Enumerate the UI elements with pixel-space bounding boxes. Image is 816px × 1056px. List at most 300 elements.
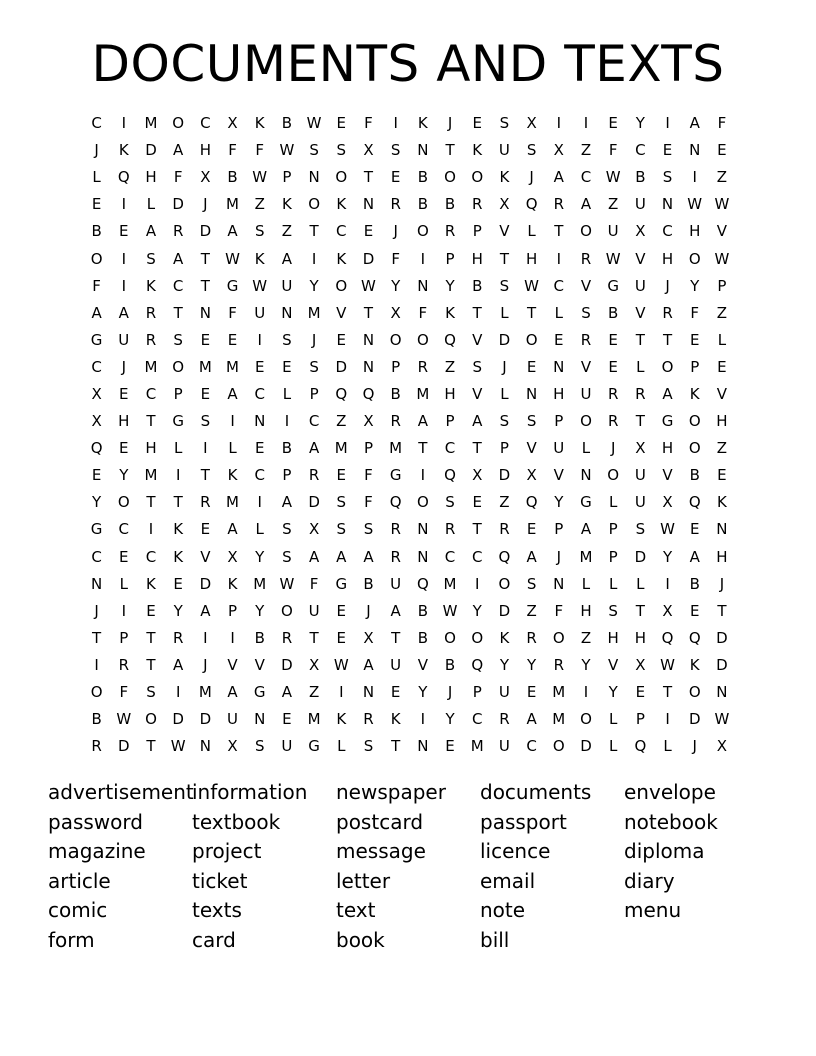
grid-letter[interactable]: E	[554, 330, 564, 349]
grid-letter[interactable]: D	[199, 222, 212, 241]
grid-letter[interactable]: I	[393, 114, 398, 133]
grid-letter[interactable]: W	[605, 168, 621, 187]
grid-letter[interactable]: O	[580, 710, 592, 729]
grid-letter[interactable]: E	[146, 601, 156, 620]
grid-letter[interactable]: C	[471, 547, 483, 566]
grid-letter[interactable]: E	[689, 601, 700, 620]
grid-letter[interactable]: O	[90, 683, 103, 702]
grid-letter[interactable]: E	[336, 466, 347, 485]
grid-letter[interactable]: C	[444, 547, 456, 566]
grid-letter[interactable]: T	[472, 439, 482, 458]
grid-letter[interactable]: W	[714, 249, 730, 268]
grid-letter[interactable]: K	[118, 141, 129, 160]
grid-letter[interactable]: S	[336, 493, 347, 512]
grid-letter[interactable]: T	[635, 412, 645, 431]
grid-letter[interactable]: Q	[525, 195, 538, 214]
grid-letter[interactable]: E	[635, 683, 646, 702]
grid-letter[interactable]: R	[444, 222, 456, 241]
grid-letter[interactable]: L	[119, 574, 128, 593]
grid-letter[interactable]: C	[145, 547, 157, 566]
grid-letter[interactable]: Y	[527, 655, 537, 674]
grid-letter[interactable]: U	[553, 439, 565, 458]
grid-letter[interactable]: E	[608, 114, 618, 133]
grid-letter[interactable]: I	[556, 249, 561, 268]
grid-letter[interactable]: A	[173, 249, 184, 268]
grid-letter[interactable]: N	[281, 303, 293, 322]
grid-letter[interactable]: C	[444, 439, 456, 458]
grid-letter[interactable]: V	[254, 655, 265, 674]
grid-letter[interactable]: Q	[335, 384, 348, 403]
grid-letter[interactable]: L	[581, 439, 591, 458]
grid-letter[interactable]: S	[662, 168, 673, 187]
grid-letter[interactable]: Z	[608, 195, 619, 214]
grid-letter[interactable]: E	[390, 168, 401, 187]
grid-letter[interactable]: H	[689, 222, 701, 241]
grid-letter[interactable]: K	[254, 114, 265, 133]
grid-letter[interactable]: Z	[580, 141, 592, 160]
grid-letter[interactable]: X	[227, 547, 238, 566]
grid-letter[interactable]: I	[556, 114, 561, 133]
grid-letter[interactable]: Q	[362, 384, 375, 403]
grid-letter[interactable]: P	[608, 520, 618, 539]
grid-letter[interactable]: K	[689, 384, 700, 403]
grid-letter[interactable]: T	[391, 737, 401, 756]
grid-letter[interactable]: X	[662, 493, 673, 512]
grid-letter[interactable]: O	[471, 628, 484, 647]
grid-letter[interactable]: N	[716, 520, 728, 539]
grid-letter[interactable]: K	[445, 303, 455, 322]
grid-letter[interactable]: K	[281, 195, 292, 214]
grid-letter[interactable]: U	[634, 276, 646, 295]
grid-letter[interactable]: I	[475, 574, 480, 593]
grid-letter[interactable]: A	[553, 168, 564, 187]
grid-letter[interactable]: O	[688, 249, 701, 268]
grid-letter[interactable]: N	[661, 195, 674, 214]
grid-letter[interactable]: E	[445, 737, 455, 756]
grid-letter[interactable]: I	[665, 114, 670, 133]
grid-letter[interactable]: O	[416, 493, 429, 512]
grid-letter[interactable]: L	[255, 520, 264, 539]
grid-letter[interactable]: B	[635, 168, 646, 187]
grid-letter[interactable]: S	[445, 493, 455, 512]
grid-letter[interactable]: S	[526, 141, 537, 160]
grid-letter[interactable]: E	[173, 574, 183, 593]
grid-letter[interactable]: T	[418, 439, 428, 458]
grid-letter[interactable]: H	[118, 412, 130, 431]
grid-letter[interactable]: I	[121, 249, 126, 268]
grid-letter[interactable]: R	[635, 384, 646, 403]
grid-letter[interactable]: R	[390, 412, 401, 431]
grid-letter[interactable]: O	[580, 222, 592, 241]
grid-letter[interactable]: U	[634, 195, 646, 214]
grid-letter[interactable]: U	[227, 710, 239, 729]
grid-letter[interactable]: M	[253, 574, 267, 593]
grid-letter[interactable]: O	[389, 330, 402, 349]
grid-letter[interactable]: U	[498, 141, 510, 160]
grid-letter[interactable]: K	[336, 249, 347, 268]
grid-letter[interactable]: J	[94, 141, 99, 160]
grid-letter[interactable]: E	[200, 520, 211, 539]
grid-letter[interactable]: D	[634, 547, 647, 566]
grid-letter[interactable]: A	[363, 547, 374, 566]
grid-letter[interactable]: L	[228, 439, 237, 458]
grid-letter[interactable]: I	[420, 249, 426, 268]
grid-letter[interactable]: Y	[635, 114, 645, 133]
grid-letter[interactable]: V	[580, 276, 592, 295]
grid-letter[interactable]: O	[335, 168, 348, 187]
grid-letter[interactable]: O	[525, 330, 538, 349]
grid-letter[interactable]: X	[308, 520, 320, 539]
grid-letter[interactable]: C	[200, 114, 211, 133]
grid-letter[interactable]: V	[336, 303, 347, 322]
grid-letter[interactable]: L	[500, 384, 509, 403]
grid-letter[interactable]: H	[634, 628, 646, 647]
grid-letter[interactable]: S	[499, 276, 510, 295]
grid-letter[interactable]: I	[692, 168, 697, 187]
grid-letter[interactable]: D	[118, 737, 130, 756]
grid-letter[interactable]: E	[717, 357, 727, 376]
grid-letter[interactable]: E	[608, 330, 618, 349]
grid-letter[interactable]: Y	[690, 276, 700, 295]
grid-letter[interactable]: R	[444, 520, 456, 539]
grid-letter[interactable]: Y	[418, 683, 428, 702]
grid-letter[interactable]: S	[581, 303, 591, 322]
grid-letter[interactable]: U	[498, 683, 510, 702]
grid-letter[interactable]: R	[499, 710, 510, 729]
grid-letter[interactable]: E	[662, 141, 673, 160]
grid-letter[interactable]: S	[200, 412, 211, 431]
grid-letter[interactable]: A	[145, 222, 157, 241]
grid-letter[interactable]: F	[364, 466, 373, 485]
grid-letter[interactable]: I	[230, 628, 235, 647]
grid-letter[interactable]: B	[472, 276, 483, 295]
grid-letter[interactable]: T	[527, 303, 537, 322]
grid-letter[interactable]: W	[279, 141, 295, 160]
grid-letter[interactable]: E	[689, 520, 700, 539]
grid-letter[interactable]: P	[309, 384, 319, 403]
grid-letter[interactable]: J	[610, 439, 616, 458]
grid-letter[interactable]: S	[499, 412, 510, 431]
grid-letter[interactable]: S	[254, 737, 265, 756]
grid-letter[interactable]: R	[390, 520, 401, 539]
grid-letter[interactable]: A	[580, 195, 592, 214]
grid-letter[interactable]: N	[553, 574, 565, 593]
grid-letter[interactable]: E	[689, 330, 700, 349]
grid-letter[interactable]: S	[526, 412, 537, 431]
grid-letter[interactable]: Z	[526, 601, 537, 620]
grid-letter[interactable]: T	[717, 601, 727, 620]
grid-letter[interactable]: X	[363, 628, 374, 647]
grid-letter[interactable]: R	[145, 330, 157, 349]
grid-letter[interactable]: Z	[499, 493, 510, 512]
grid-letter[interactable]: S	[472, 357, 482, 376]
grid-letter[interactable]: I	[230, 412, 235, 431]
grid-letter[interactable]: W	[279, 574, 295, 593]
grid-letter[interactable]: Z	[716, 439, 728, 458]
grid-letter[interactable]: R	[417, 357, 429, 376]
grid-letter[interactable]: I	[420, 710, 426, 729]
grid-letter[interactable]: N	[525, 384, 538, 403]
grid-letter[interactable]: Z	[580, 628, 592, 647]
grid-letter[interactable]: L	[282, 384, 292, 403]
grid-letter[interactable]: T	[146, 628, 156, 647]
grid-letter[interactable]: A	[118, 303, 129, 322]
grid-letter[interactable]: A	[308, 439, 320, 458]
grid-letter[interactable]: E	[336, 601, 347, 620]
grid-letter[interactable]: P	[363, 439, 373, 458]
grid-letter[interactable]: X	[662, 601, 673, 620]
grid-letter[interactable]: L	[173, 439, 183, 458]
grid-letter[interactable]: Q	[389, 493, 402, 512]
grid-letter[interactable]: T	[363, 303, 374, 322]
grid-letter[interactable]: B	[417, 195, 428, 214]
grid-letter[interactable]: O	[416, 330, 429, 349]
grid-letter[interactable]: G	[90, 520, 103, 539]
grid-letter[interactable]: J	[393, 222, 398, 241]
grid-letter[interactable]: V	[200, 547, 211, 566]
grid-letter[interactable]: G	[253, 683, 266, 702]
grid-letter[interactable]: T	[173, 303, 183, 322]
grid-letter[interactable]: D	[335, 357, 348, 376]
grid-letter[interactable]: M	[416, 384, 430, 403]
grid-letter[interactable]: J	[311, 330, 317, 349]
grid-letter[interactable]: P	[282, 168, 292, 187]
grid-letter[interactable]: P	[282, 466, 292, 485]
grid-letter[interactable]: N	[362, 330, 375, 349]
grid-letter[interactable]: I	[121, 114, 126, 133]
grid-letter[interactable]: E	[717, 141, 727, 160]
grid-letter[interactable]: O	[580, 412, 592, 431]
grid-letter[interactable]: L	[527, 222, 536, 241]
grid-letter[interactable]: V	[417, 655, 428, 674]
grid-letter[interactable]: T	[173, 493, 183, 512]
grid-letter[interactable]: J	[556, 547, 561, 566]
grid-letter[interactable]: J	[719, 574, 725, 593]
grid-letter[interactable]: E	[200, 330, 211, 349]
grid-letter[interactable]: Z	[444, 357, 456, 376]
grid-letter[interactable]: Y	[391, 276, 401, 295]
grid-letter[interactable]: H	[145, 168, 157, 187]
grid-letter[interactable]: F	[364, 114, 373, 133]
grid-letter[interactable]: I	[121, 276, 126, 295]
grid-letter[interactable]: D	[362, 249, 375, 268]
grid-letter[interactable]: O	[552, 628, 565, 647]
grid-letter[interactable]: W	[333, 655, 349, 674]
grid-letter[interactable]: U	[498, 737, 510, 756]
grid-letter[interactable]: Y	[445, 276, 455, 295]
grid-letter[interactable]: D	[498, 466, 511, 485]
grid-letter[interactable]: Q	[661, 628, 674, 647]
grid-letter[interactable]: B	[444, 195, 456, 214]
grid-letter[interactable]: U	[634, 493, 646, 512]
grid-letter[interactable]: D	[281, 655, 293, 674]
grid-letter[interactable]: T	[635, 601, 645, 620]
grid-letter[interactable]: F	[608, 141, 618, 160]
grid-letter[interactable]: O	[688, 412, 701, 431]
grid-letter[interactable]: C	[118, 520, 130, 539]
grid-letter[interactable]: R	[172, 222, 184, 241]
grid-letter[interactable]: A	[336, 547, 347, 566]
grid-letter[interactable]: N	[417, 737, 429, 756]
grid-letter[interactable]: M	[552, 683, 566, 702]
grid-letter[interactable]: C	[336, 222, 347, 241]
grid-letter[interactable]: P	[445, 249, 455, 268]
grid-letter[interactable]: P	[499, 439, 509, 458]
grid-letter[interactable]: E	[336, 330, 347, 349]
grid-letter[interactable]: O	[335, 276, 348, 295]
grid-letter[interactable]: S	[390, 141, 401, 160]
grid-letter[interactable]: O	[552, 737, 565, 756]
grid-letter[interactable]: A	[526, 547, 537, 566]
grid-letter[interactable]: O	[308, 195, 320, 214]
grid-letter[interactable]: R	[553, 655, 564, 674]
grid-letter[interactable]: W	[252, 168, 268, 187]
grid-letter[interactable]: X	[227, 114, 238, 133]
grid-letter[interactable]: D	[580, 737, 592, 756]
grid-letter[interactable]: E	[526, 683, 537, 702]
grid-letter[interactable]: M	[443, 574, 457, 593]
grid-letter[interactable]: J	[665, 276, 670, 295]
grid-letter[interactable]: M	[307, 710, 321, 729]
grid-letter[interactable]: Y	[608, 683, 618, 702]
grid-letter[interactable]: W	[687, 195, 703, 214]
grid-letter[interactable]: T	[472, 303, 482, 322]
grid-letter[interactable]: G	[90, 330, 103, 349]
grid-letter[interactable]: J	[529, 168, 534, 187]
grid-letter[interactable]: R	[472, 195, 483, 214]
grid-letter[interactable]: A	[227, 222, 238, 241]
grid-letter[interactable]: H	[525, 249, 538, 268]
grid-letter[interactable]: Q	[444, 330, 456, 349]
grid-letter[interactable]: Y	[472, 601, 482, 620]
grid-letter[interactable]: K	[173, 520, 184, 539]
grid-letter[interactable]: L	[608, 493, 618, 512]
grid-letter[interactable]: C	[635, 141, 646, 160]
grid-letter[interactable]: I	[583, 114, 589, 133]
grid-letter[interactable]: K	[716, 493, 727, 512]
grid-letter[interactable]: R	[390, 547, 401, 566]
grid-letter[interactable]: S	[526, 574, 537, 593]
grid-letter[interactable]: C	[172, 276, 184, 295]
grid-letter[interactable]: L	[608, 574, 618, 593]
grid-letter[interactable]: A	[281, 493, 293, 512]
grid-letter[interactable]: O	[607, 466, 620, 485]
grid-letter[interactable]: J	[502, 357, 507, 376]
grid-letter[interactable]: X	[526, 466, 537, 485]
grid-letter[interactable]: J	[447, 114, 453, 133]
grid-letter[interactable]: B	[689, 574, 700, 593]
grid-letter[interactable]: T	[200, 466, 210, 485]
grid-letter[interactable]: O	[90, 249, 103, 268]
grid-letter[interactable]: N	[689, 141, 701, 160]
grid-letter[interactable]: A	[227, 683, 238, 702]
grid-letter[interactable]: O	[498, 574, 511, 593]
grid-letter[interactable]: E	[91, 195, 102, 214]
grid-letter[interactable]: S	[499, 114, 510, 133]
grid-letter[interactable]: D	[716, 628, 728, 647]
grid-letter[interactable]: E	[119, 384, 129, 403]
grid-letter[interactable]: K	[336, 710, 347, 729]
grid-letter[interactable]: G	[607, 276, 619, 295]
grid-letter[interactable]: T	[499, 249, 509, 268]
grid-letter[interactable]: E	[254, 357, 265, 376]
grid-letter[interactable]: R	[145, 303, 157, 322]
grid-letter[interactable]: P	[391, 357, 401, 376]
grid-letter[interactable]: Y	[581, 655, 591, 674]
grid-letter[interactable]: S	[146, 683, 156, 702]
grid-letter[interactable]: O	[688, 439, 701, 458]
grid-letter[interactable]: J	[447, 683, 453, 702]
grid-letter[interactable]: C	[145, 384, 157, 403]
grid-letter[interactable]: I	[284, 412, 290, 431]
grid-letter[interactable]: I	[665, 574, 670, 593]
grid-letter[interactable]: K	[173, 547, 184, 566]
grid-letter[interactable]: T	[445, 141, 455, 160]
grid-letter[interactable]: S	[282, 547, 292, 566]
grid-letter[interactable]: F	[717, 114, 727, 133]
grid-letter[interactable]: B	[227, 168, 238, 187]
grid-letter[interactable]: L	[663, 737, 672, 756]
grid-letter[interactable]: L	[608, 737, 618, 756]
grid-letter[interactable]: K	[227, 466, 238, 485]
grid-letter[interactable]: C	[471, 710, 483, 729]
grid-letter[interactable]: E	[608, 357, 618, 376]
grid-letter[interactable]: P	[717, 276, 727, 295]
grid-letter[interactable]: Y	[92, 493, 102, 512]
grid-letter[interactable]: V	[227, 655, 238, 674]
grid-letter[interactable]: R	[662, 303, 673, 322]
grid-letter[interactable]: I	[257, 330, 262, 349]
grid-letter[interactable]: U	[308, 601, 320, 620]
grid-letter[interactable]: R	[281, 628, 293, 647]
grid-letter[interactable]: F	[391, 249, 400, 268]
grid-letter[interactable]: W	[714, 710, 730, 729]
grid-letter[interactable]: A	[580, 520, 592, 539]
grid-letter[interactable]: W	[225, 249, 240, 268]
grid-letter[interactable]: N	[199, 737, 211, 756]
grid-letter[interactable]: K	[499, 168, 510, 187]
grid-letter[interactable]: Q	[498, 547, 511, 566]
grid-letter[interactable]: C	[254, 384, 265, 403]
grid-letter[interactable]: E	[119, 222, 129, 241]
grid-letter[interactable]: A	[417, 412, 428, 431]
grid-letter[interactable]: A	[281, 249, 293, 268]
grid-letter[interactable]: I	[583, 683, 589, 702]
grid-letter[interactable]: O	[661, 357, 674, 376]
grid-letter[interactable]: T	[200, 249, 210, 268]
grid-letter[interactable]: E	[282, 710, 292, 729]
grid-letter[interactable]: G	[661, 412, 674, 431]
grid-letter[interactable]: H	[607, 628, 619, 647]
grid-letter[interactable]: T	[662, 683, 673, 702]
grid-letter[interactable]: K	[146, 276, 156, 295]
grid-letter[interactable]: P	[173, 384, 183, 403]
grid-letter[interactable]: V	[662, 466, 673, 485]
grid-letter[interactable]: N	[417, 141, 429, 160]
grid-letter[interactable]: F	[418, 303, 428, 322]
grid-letter[interactable]: D	[145, 141, 157, 160]
grid-letter[interactable]: Z	[336, 412, 347, 431]
grid-letter[interactable]: U	[607, 222, 619, 241]
grid-letter[interactable]: M	[579, 547, 593, 566]
grid-letter[interactable]: Q	[444, 466, 456, 485]
grid-letter[interactable]: F	[119, 683, 129, 702]
grid-letter[interactable]: P	[472, 222, 482, 241]
grid-letter[interactable]: N	[417, 547, 429, 566]
grid-letter[interactable]: M	[226, 195, 239, 214]
grid-letter[interactable]: Y	[309, 276, 319, 295]
grid-letter[interactable]: A	[173, 655, 184, 674]
